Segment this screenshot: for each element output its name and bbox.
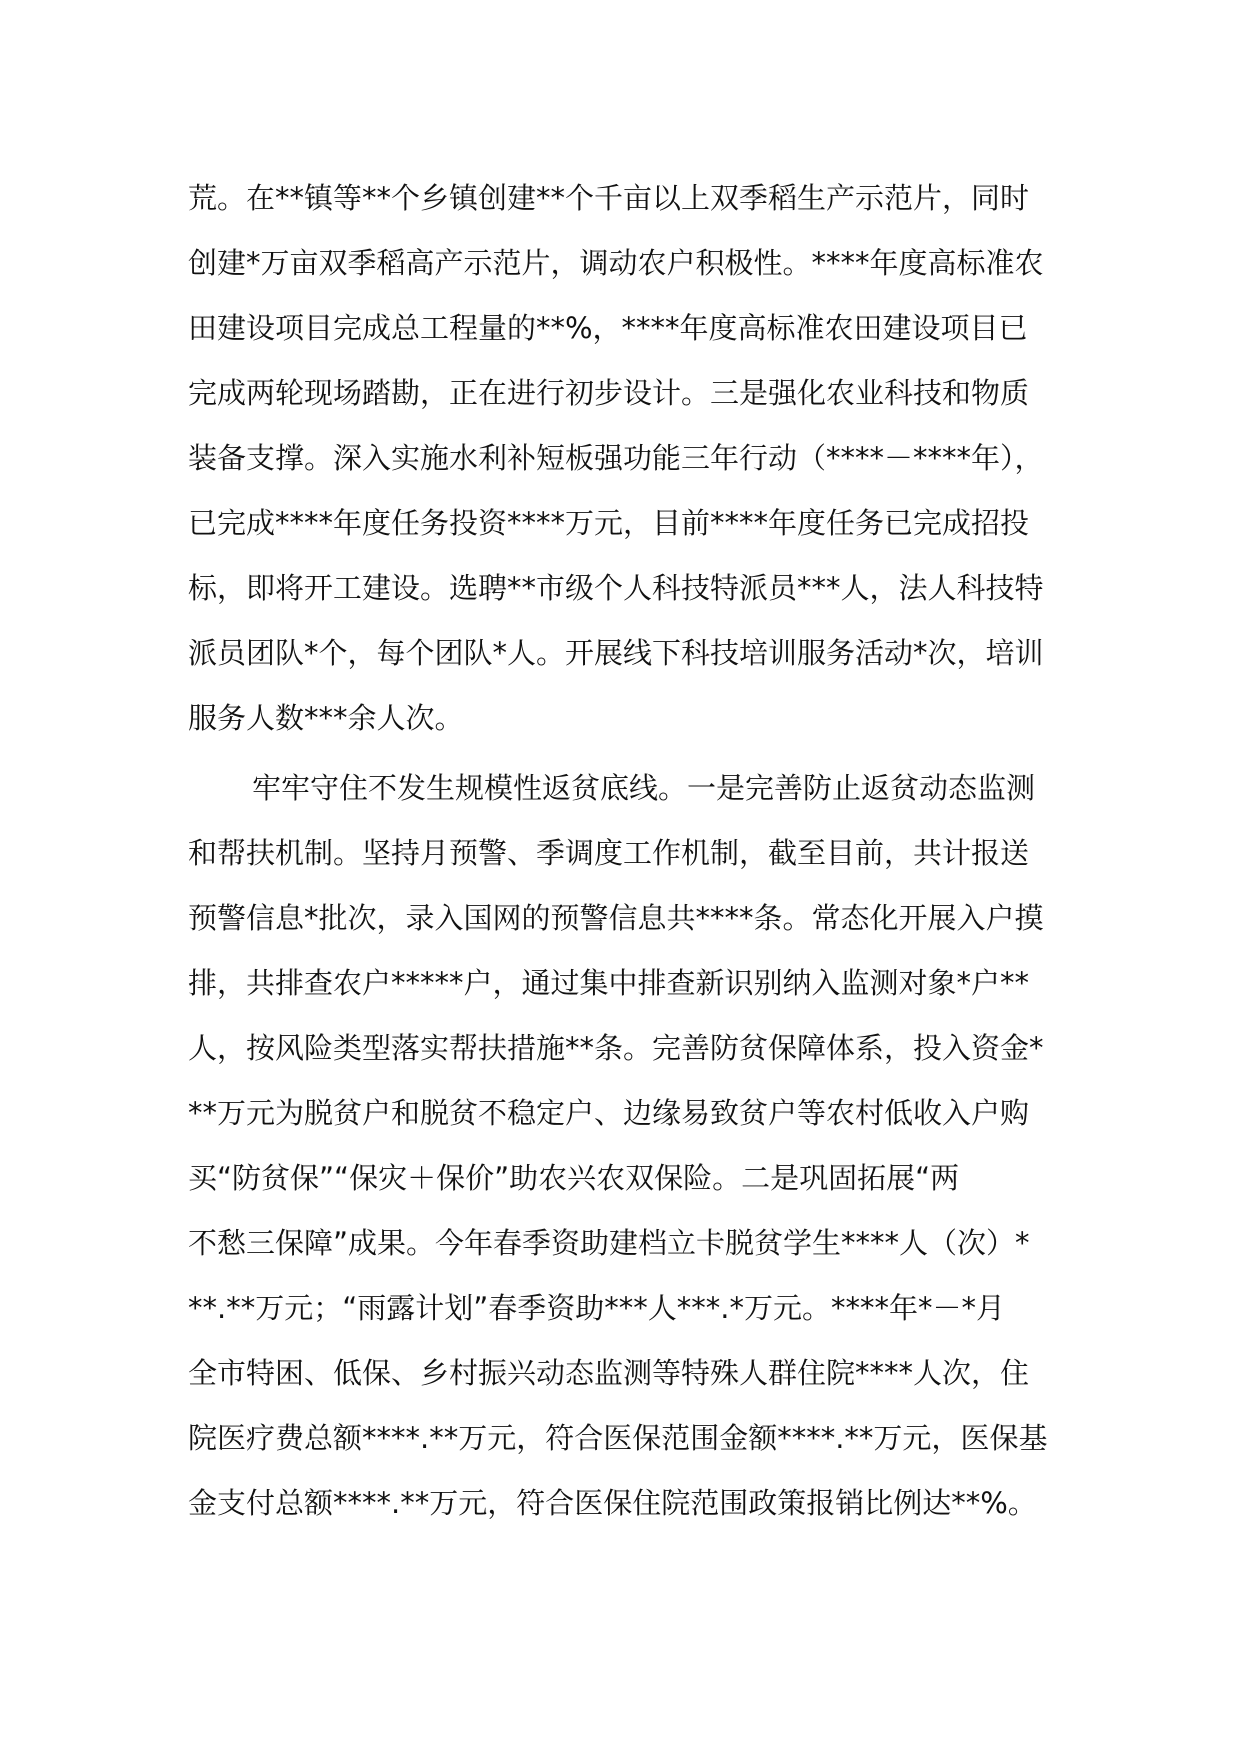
- text-line: 预警信息*批次，录入国网的预警信息共****条。常态化开展入户摸: [188, 901, 1044, 935]
- text-line: 服务人数***余人次。: [188, 701, 464, 735]
- text-line: 不愁三保障”成果。今年春季资助建档立卡脱贫学生****人（次）*: [188, 1226, 1030, 1260]
- text-line: 牢牢守住不发生规模性返贫底线。一是完善防止返贫动态监测: [252, 771, 1036, 805]
- text-line: 标，即将开工建设。选聘**市级个人科技特派员***人，法人科技特: [188, 571, 1044, 605]
- text-line: 全市特困、低保、乡村振兴动态监测等特殊人群住院****人次，住: [188, 1356, 1030, 1390]
- text-line: 派员团队*个，每个团队*人。开展线下科技培训服务活动*次，培训: [188, 636, 1044, 670]
- paragraph-1: [188, 166, 1068, 751]
- text-line: 买“防贫保”“保灾＋保价”助农兴农双保险。二是巩固拓展“两: [188, 1161, 960, 1195]
- text-line: 人，按风险类型落实帮扶措施**条。完善防贫保障体系，投入资金*: [188, 1031, 1044, 1065]
- text-line: 田建设项目完成总工程量的**%，****年度高标准农田建设项目已: [188, 311, 1028, 345]
- text-line: 创建*万亩双季稻高产示范片，调动农户积极性。****年度高标准农: [188, 246, 1044, 280]
- text-line: **.**万元；“雨露计划”春季资助***人***.*万元。****年*－*月: [188, 1291, 1005, 1325]
- body-text: [188, 166, 1068, 1536]
- text-line: 已完成****年度任务投资****万元，目前****年度任务已完成招投: [188, 506, 1030, 540]
- text-line: 排，共排查农户*****户，通过集中排查新识别纳入监测对象*户**: [188, 966, 1030, 1000]
- text-line: 完成两轮现场踏勘，正在进行初步设计。三是强化农业科技和物质: [188, 376, 1030, 410]
- text-line: **万元为脱贫户和脱贫不稳定户、边缘易致贫户等农村低收入户购: [188, 1096, 1030, 1130]
- text-line: 和帮扶机制。坚持月预警、季调度工作机制，截至目前，共计报送: [188, 836, 1030, 870]
- text-line: 金支付总额****.**万元，符合医保住院范围政策报销比例达**%。: [188, 1486, 1037, 1520]
- text-line: 装备支撑。深入实施水利补短板强功能三年行动（****－****年），: [188, 441, 1044, 475]
- text-line: 荒。在**镇等**个乡镇创建**个千亩以上双季稻生产示范片，同时: [188, 181, 1030, 215]
- text-line: 院医疗费总额****.**万元，符合医保范围金额****.**万元，医保基: [188, 1421, 1048, 1455]
- paragraph-2: [188, 756, 1068, 1536]
